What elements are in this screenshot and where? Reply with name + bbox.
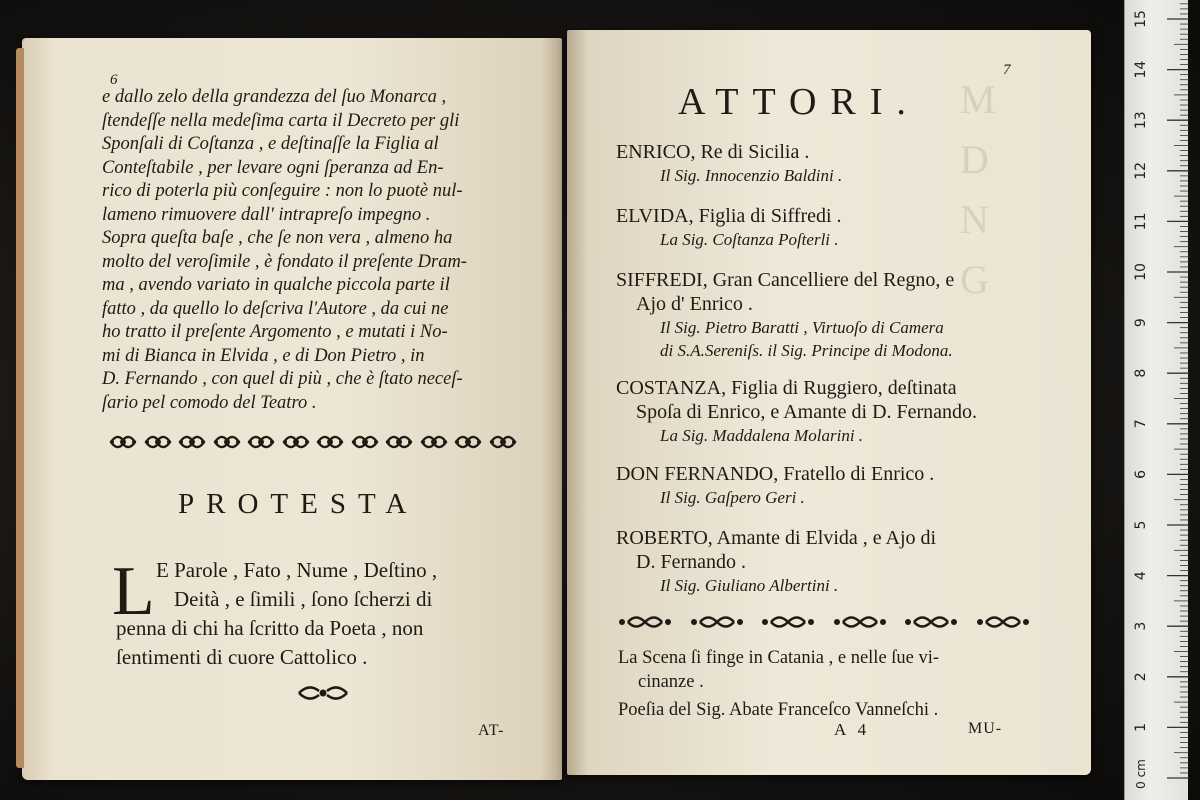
fleuron-icon xyxy=(829,614,891,630)
role-name: ELVIDA, Figlia di Siffredi . xyxy=(616,205,842,227)
argument-paragraph xyxy=(102,86,532,415)
fleuron-icon xyxy=(212,431,242,453)
bleed-through-ghost: M D N G xyxy=(960,77,996,302)
text-line: cinanze . xyxy=(638,672,704,692)
catchword-left: AT- xyxy=(478,722,505,739)
fleuron-icon xyxy=(900,614,962,630)
ruler-number: 4 xyxy=(1133,571,1149,581)
measuring-ruler xyxy=(1124,0,1188,800)
cast-entry xyxy=(616,268,1046,362)
text-line: penna di chi ha ſcritto da Poeta , non xyxy=(116,616,424,640)
fleuron-icon xyxy=(177,431,207,453)
actor-name: Il Sig. Giuliano Albertini . xyxy=(660,576,839,595)
text-line: Sopra queſta baſe , che ſe non vera , almeno ha xyxy=(102,228,453,248)
text-line: Deità , e ſimili , ſono ſcherzi di xyxy=(174,587,433,611)
text-line: rico di poterla più conſeguire : non lo puotè nul- xyxy=(102,181,463,201)
text-line: molto del veroſimile , è fondato il preſente Dram- xyxy=(102,251,467,272)
text-line: Conteſtabile , per levare ogni ſperanza ad En- xyxy=(102,157,444,178)
left-page-number: 6 xyxy=(110,72,118,88)
drop-cap: L xyxy=(112,553,155,630)
text-line: ho tratto il preſente Argomento , e mutati i No- xyxy=(102,322,448,342)
role-name: ROBERTO, Amante di Elvida , e Ajo di xyxy=(616,527,937,549)
fleuron-icon xyxy=(281,431,311,453)
text-line: ſario pel comodo del Teatro . xyxy=(102,392,317,413)
role-description: Spoſa di Enrico, e Amante di D. Fernando. xyxy=(636,401,978,423)
ruler-number: 1 xyxy=(1133,722,1149,732)
role-description: Ajo d' Enrico . xyxy=(636,293,753,315)
ruler-number: 6 xyxy=(1133,469,1149,479)
fleuron-icon xyxy=(453,431,483,453)
ruler-number: 13 xyxy=(1133,111,1149,130)
text-line: La Scena ſi finge in Catania , e nelle ſue vi- xyxy=(618,648,940,668)
attori-heading: ATTORI. xyxy=(678,81,920,123)
actor-name: Il Sig. Gaſpero Geri . xyxy=(660,488,805,507)
fleuron-icon xyxy=(614,614,676,630)
poetry-credit: Poeſia del Sig. Abate Franceſco Vanneſchi . xyxy=(618,700,939,720)
ruler-number: 2 xyxy=(1133,672,1149,682)
cast-entry xyxy=(616,526,1046,597)
actor-name-continued: di S.A.Sereniſs. il Sig. Principe di Modona. xyxy=(660,341,953,360)
text-line: e dallo zelo della grandezza del ſuo Monarca , xyxy=(102,87,447,107)
actor-name: La Sig. Maddalena Molarini . xyxy=(660,426,864,445)
role-name: DON FERNANDO, Fratello di Enrico . xyxy=(616,463,935,485)
ruler-number: 14 xyxy=(1133,60,1149,79)
text-line: fatto , da quello lo deſcriva l'Autore , da cui ne xyxy=(102,298,449,319)
right-page-number: 7 xyxy=(1003,62,1011,78)
ruler-number: 11 xyxy=(1133,212,1149,231)
catchword-right: MU- xyxy=(968,720,1003,737)
role-name: ENRICO, Re di Sicilia . xyxy=(616,141,810,163)
actor-name: Il Sig. Pietro Baratti , Virtuoſo di Camera xyxy=(660,318,944,337)
fleuron-ornament-row xyxy=(614,612,1034,632)
ruler-number: 15 xyxy=(1133,10,1149,28)
role-name: SIFFREDI, Gran Cancelliere del Regno, e xyxy=(616,269,955,291)
cast-entry xyxy=(616,140,1046,187)
fleuron-icon xyxy=(350,431,380,453)
protesta-heading: PROTESTA xyxy=(178,488,419,520)
role-description: D. Fernando . xyxy=(636,551,746,573)
small-ornament-icon xyxy=(293,684,353,702)
ruler-scale xyxy=(1125,0,1189,800)
fleuron-icon xyxy=(488,431,518,453)
text-line: D. Fernando , con quel di più , che è ſtato neceſ- xyxy=(102,369,463,389)
text-line: mi di Bianca in Elvida , e di Don Pietro , in xyxy=(102,345,425,366)
signature-mark: A 4 xyxy=(834,720,871,739)
fleuron-ornament-row xyxy=(108,428,518,456)
ruler-number: 12 xyxy=(1133,161,1149,180)
text-line: ſtendeſſe nella medeſima carta il Decreto per gli xyxy=(102,110,460,131)
fleuron-icon xyxy=(757,614,819,630)
ruler-number: 9 xyxy=(1133,318,1149,328)
fleuron-icon xyxy=(315,431,345,453)
fleuron-icon xyxy=(686,614,748,630)
text-line: lameno rimuovere dall' intrapreſo impegno . xyxy=(102,204,431,225)
fleuron-icon xyxy=(246,431,276,453)
fleuron-icon xyxy=(384,431,414,453)
text-line: E Parole , Fato , Nume , Deſtino , xyxy=(156,558,438,582)
fleuron-icon xyxy=(143,431,173,453)
ruler-number: 3 xyxy=(1133,621,1149,631)
scene-note xyxy=(618,646,939,694)
ruler-number: 5 xyxy=(1133,520,1149,530)
protesta-paragraph xyxy=(116,556,536,672)
ruler-number: 10 xyxy=(1133,263,1149,281)
ruler-unit-label: 0 cm xyxy=(1134,759,1148,789)
fleuron-icon xyxy=(419,431,449,453)
cast-entry xyxy=(616,204,1046,251)
actor-name: La Sig. Coſtanza Poſterli . xyxy=(660,230,839,249)
ruler-number: 8 xyxy=(1133,368,1149,378)
role-name: COSTANZA, Figlia di Ruggiero, deſtinata xyxy=(616,377,957,399)
text-line: Sponſali di Coſtanza , e deſtinaſſe la Figlia al xyxy=(102,134,439,154)
fleuron-icon xyxy=(972,614,1034,630)
text-line: ſentimenti di cuore Cattolico . xyxy=(116,645,368,669)
ruler-number: 7 xyxy=(1133,419,1149,429)
cast-entry xyxy=(616,376,1046,447)
actor-name: Il Sig. Innocenzio Baldini . xyxy=(660,166,843,185)
fleuron-icon xyxy=(108,431,138,453)
text-line: ma , avendo variato in qualche piccola parte il xyxy=(102,275,450,295)
cast-entry xyxy=(616,462,1046,509)
